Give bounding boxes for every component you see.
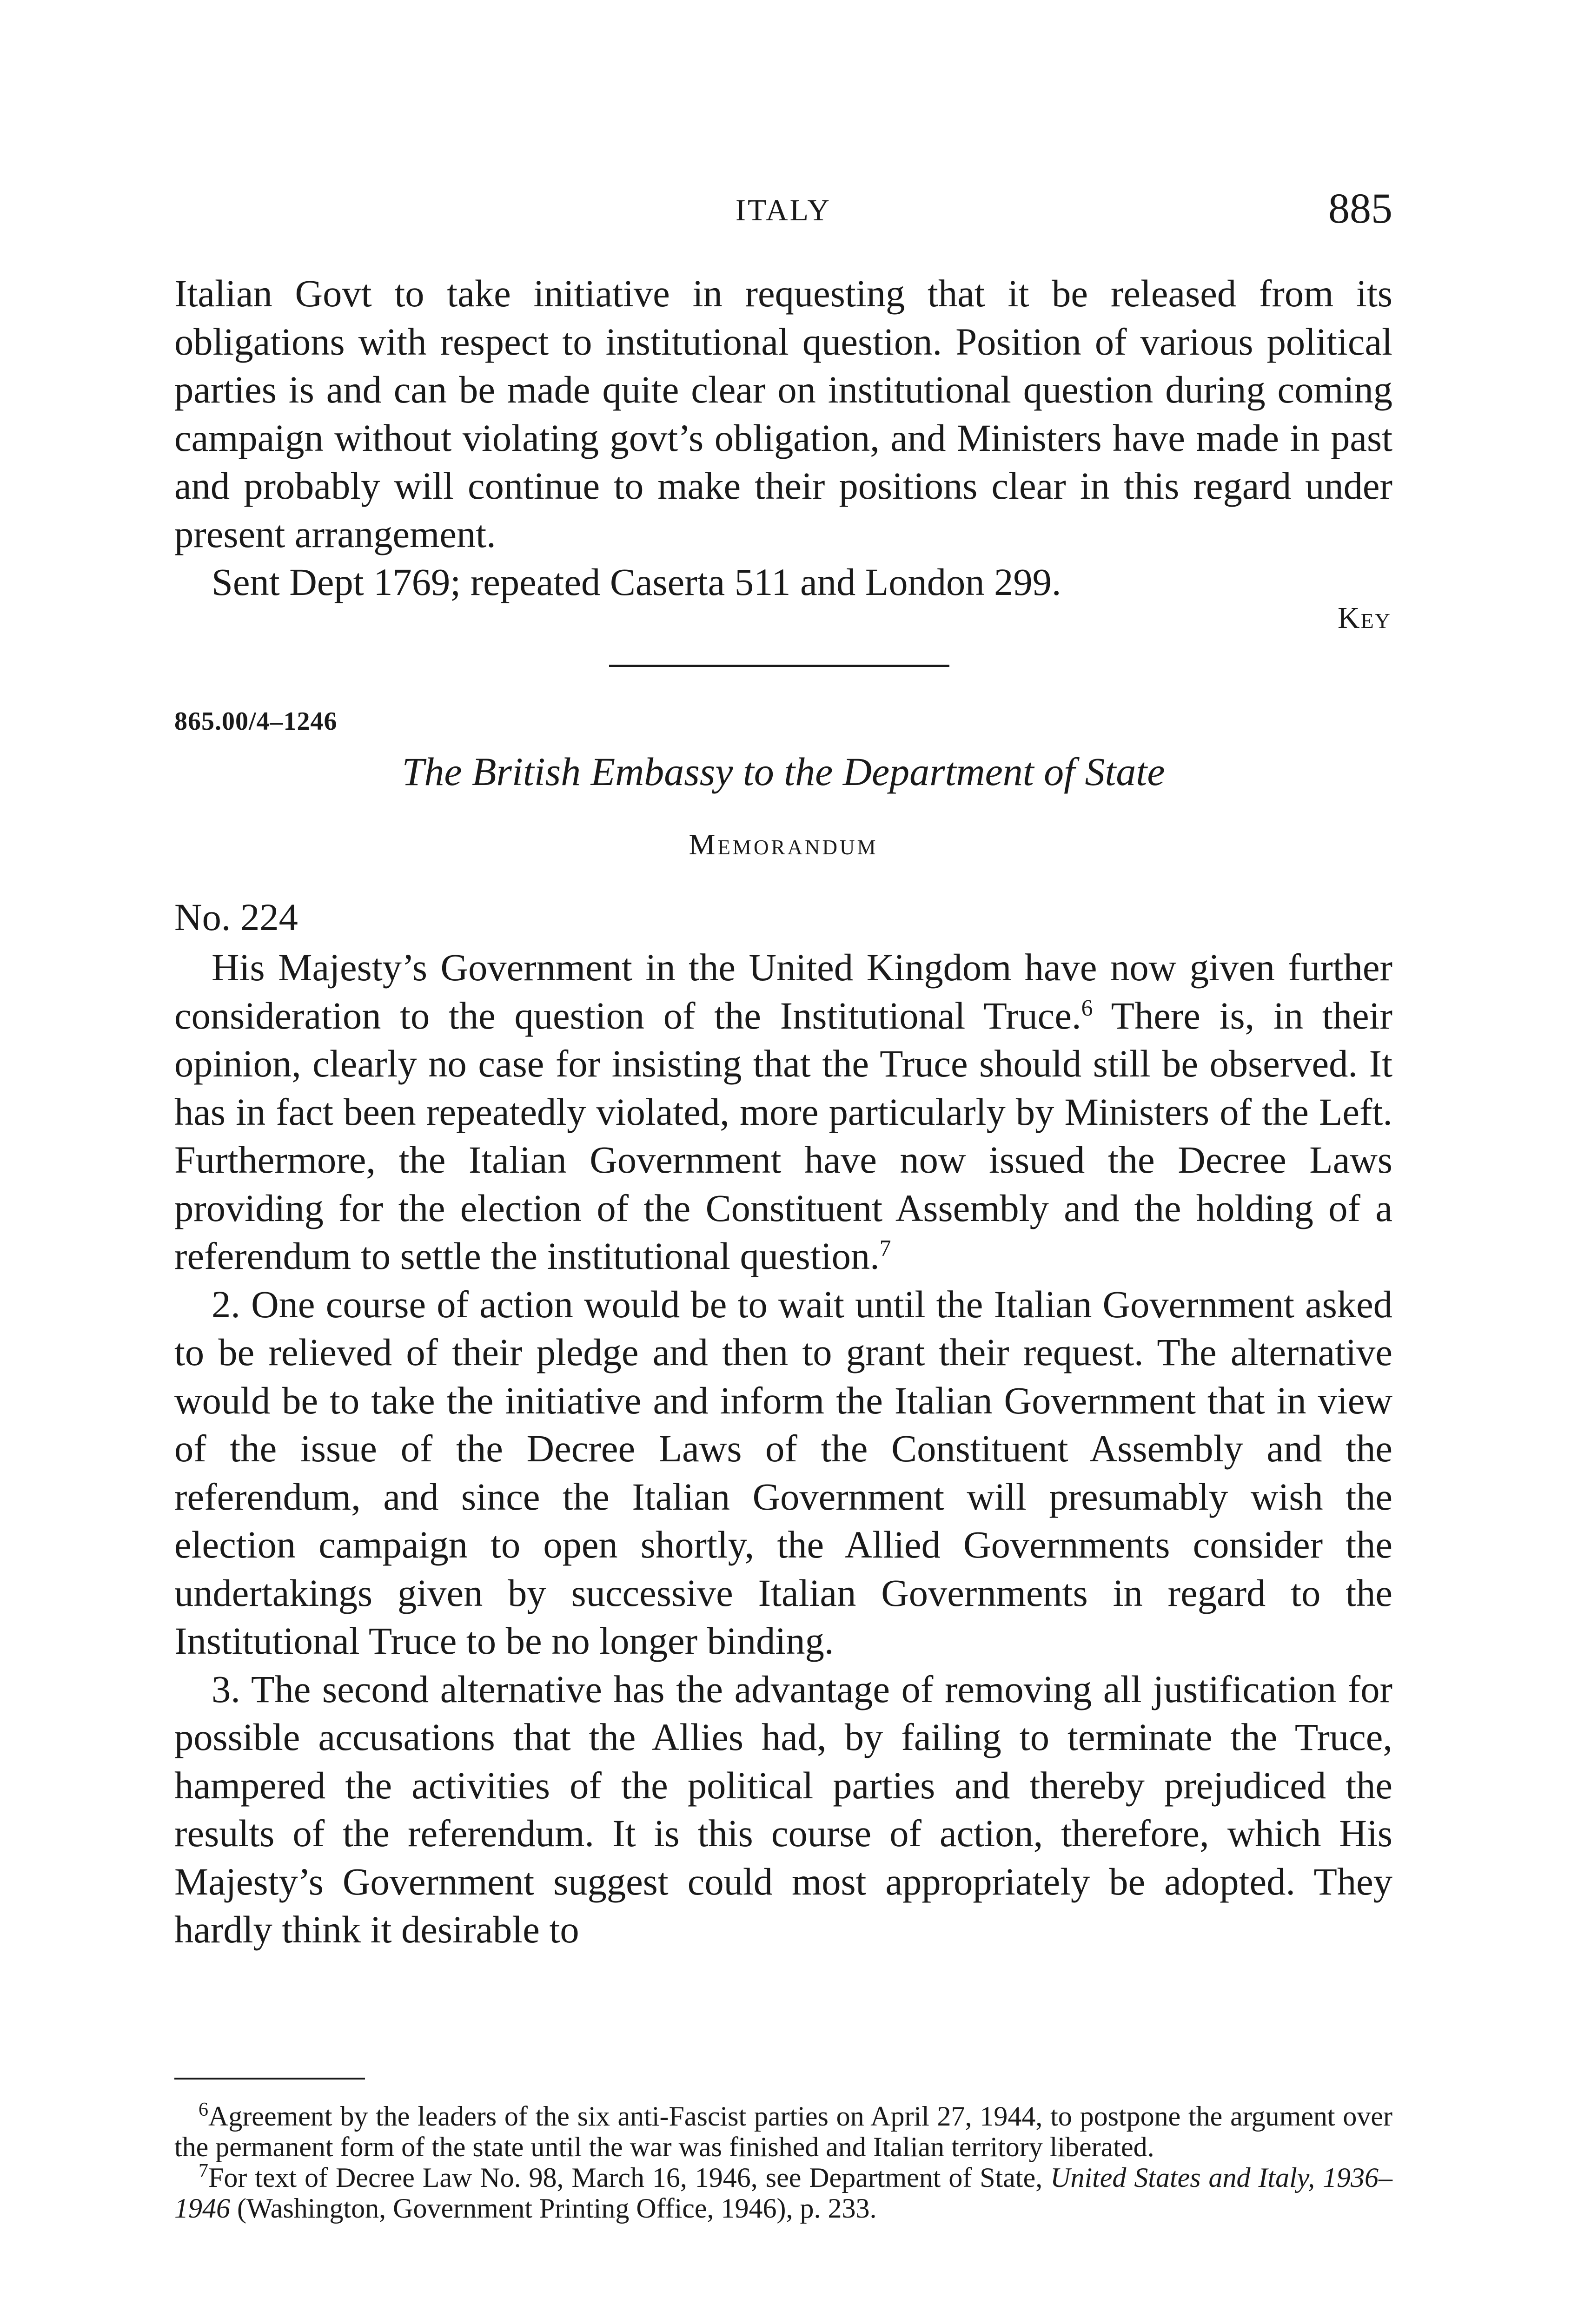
- page-number: 885: [1328, 185, 1392, 232]
- paragraph-1-part-b: There is, in their opinion, clearly no case for insisting that the Truce should still be observed. It has in fact been repeatedly violated, more particularly by Ministers of the Left. Furthermore, the Italian Government have now issued the Decree Laws providing for the election of the Constituent Assembly and the holding of a referendum to settle the institutional question.: [174, 994, 1392, 1277]
- running-title: ITALY: [735, 193, 832, 227]
- continuation-block: [174, 270, 1392, 607]
- footnote-7-marker: 7: [199, 2160, 208, 2182]
- section-divider: [609, 665, 949, 667]
- file-number: 865.00/4–1246: [174, 707, 338, 736]
- signature: Key: [1338, 601, 1391, 635]
- paragraph-1-part-a: His Majesty’s Government in the United Kingdom have now given further consideration to the question of the Institutional Truce.: [174, 946, 1392, 1037]
- memorandum-label: Memorandum: [689, 828, 878, 861]
- footnote-ref-7: 7: [879, 1235, 891, 1261]
- sent-line: Sent Dept 1769; repeated Caserta 511 and London 299.: [212, 561, 1061, 603]
- paragraph-2: 2. One course of action would be to wait until the Italian Government asked to be relieved of their pledge and then to grant their request. The alternative would be to take the initiative and inform the Italian Government that in view of the issue of the Decree Laws of the Constituent Assembly and the referendum, and since the Italian Government will presumably wish the election campaign to open shortly, the Allied Governments consider the undertakings given by successive Italian Governments in regard to the Institutional Truce to be no longer binding.: [174, 1282, 1392, 1662]
- footnote-6: [174, 2101, 1392, 2162]
- footnote-6-text: Agreement by the leaders of the six anti-Fascist parties on April 27, 1944, to postpone the argument over the permanent form of the state until the war was finished and Italian territory liberated.: [174, 2101, 1392, 2162]
- footnote-6-marker: 6: [199, 2099, 208, 2120]
- footnote-ref-6: 6: [1081, 995, 1093, 1020]
- footnote-7-text-a: For text of Decree Law No. 98, March 16, 1946, see Department of State,: [208, 2162, 1051, 2193]
- paragraph-1: [174, 944, 1392, 1281]
- document-heading: The British Embassy to the Department of State: [402, 749, 1165, 794]
- running-header: [174, 184, 1392, 235]
- footnote-7: [174, 2162, 1392, 2224]
- footnote-7-title: United States and Italy, 1936–1946: [174, 2162, 1392, 2224]
- footnotes: [174, 2101, 1392, 2224]
- footnote-7-text-b: (Washington, Government Printing Office, 1946), p. 233.: [230, 2193, 877, 2224]
- memorandum-number: No. 224: [174, 896, 298, 938]
- paragraph-3: 3. The second alternative has the advantage of removing all justification for possible accusations that the Allies had, by failing to terminate the Truce, hampered the activities of the political parties and thereby prejudiced the results of the referendum. It is this course of action, therefore, which His Majesty’s Government suggest could most appropriately be adopted. They hardly think it desirable to: [174, 1667, 1392, 1951]
- memorandum-body: [174, 944, 1392, 1954]
- continuation-paragraph: Italian Govt to take initiative in requesting that it be released from its obligations with respect to institutional question. Position of various political parties is and can be made quite clear on institutional question during coming campaign without violating govt’s obligation, and Ministers have made in past and probably will continue to make their positions clear in this regard under present arrangement.: [174, 272, 1392, 555]
- footnote-divider: [174, 2078, 365, 2080]
